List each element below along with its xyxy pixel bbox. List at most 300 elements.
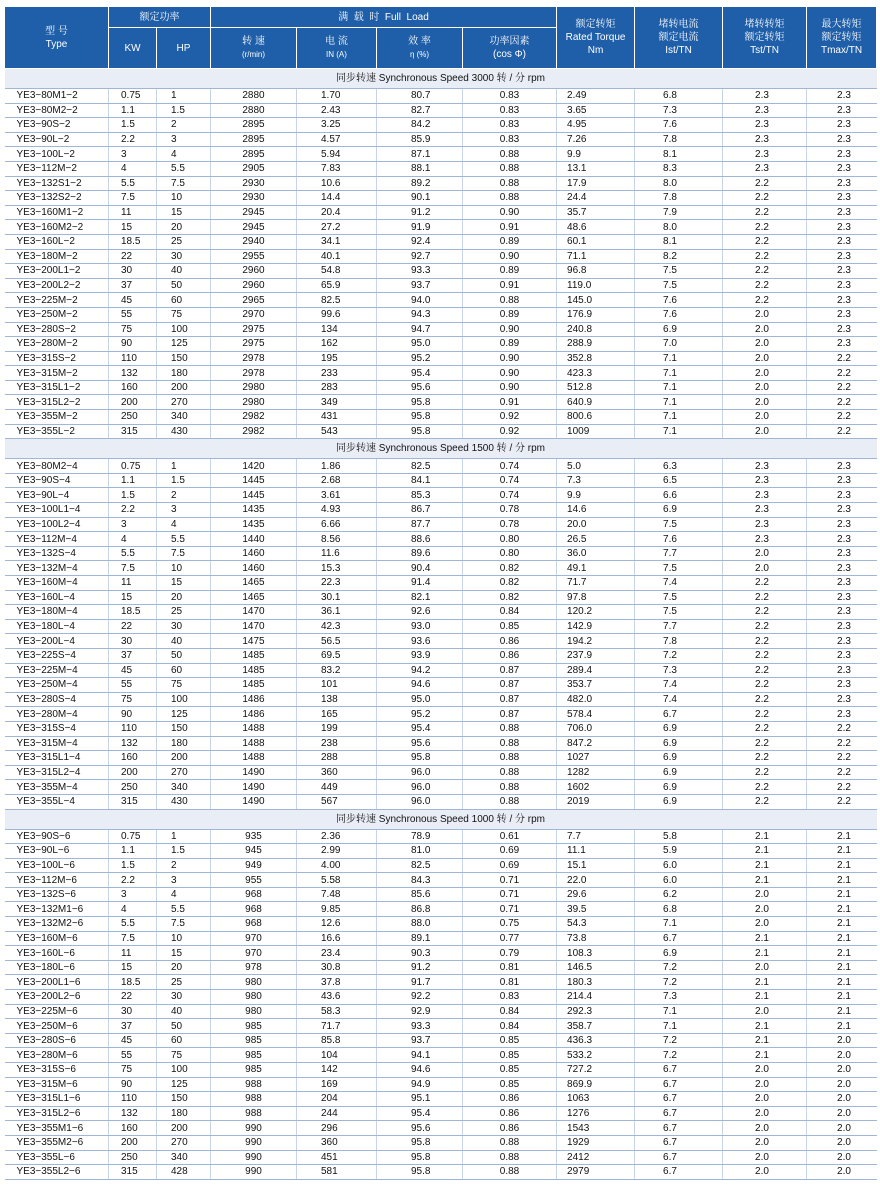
cell-model: YE3−132M1−6 [5,902,109,917]
cell-kw: 1.5 [109,488,157,503]
cell-speed: 980 [211,1004,297,1019]
cell-ist-ratio: 7.1 [635,380,723,395]
cell-current: 8.56 [297,532,377,547]
cell-power-factor: 0.80 [463,546,557,561]
cell-kw: 45 [109,293,157,308]
table-row [5,234,877,249]
table-row [5,794,877,809]
cell-power-factor: 0.77 [463,931,557,946]
cell-power-factor: 0.85 [463,1033,557,1048]
cell-power-factor: 0.90 [463,366,557,381]
cell-power-factor: 0.88 [463,147,557,162]
cell-kw: 30 [109,264,157,279]
cell-rated-torque: 49.1 [557,561,635,576]
cell-model: YE3−280S−6 [5,1033,109,1048]
cell-ist-ratio: 7.2 [635,648,723,663]
cell-ist-ratio: 7.8 [635,191,723,206]
cell-kw: 22 [109,249,157,264]
cell-kw: 160 [109,751,157,766]
cell-speed: 2970 [211,307,297,322]
cell-model: YE3−90L−4 [5,488,109,503]
cell-speed: 1488 [211,721,297,736]
cell-rated-torque: 29.6 [557,887,635,902]
table-row [5,707,877,722]
cell-tst-ratio: 2.3 [723,147,807,162]
cell-efficiency: 96.0 [377,780,463,795]
cell-rated-torque: 108.3 [557,946,635,961]
cell-current: 22.3 [297,576,377,591]
cell-efficiency: 94.7 [377,322,463,337]
cell-model: YE3−180L−6 [5,960,109,975]
cell-efficiency: 91.7 [377,975,463,990]
cell-speed: 1490 [211,794,297,809]
cell-tmax-ratio: 2.0 [807,1063,877,1078]
cell-hp: 5.5 [157,902,211,917]
cell-rated-torque: 142.9 [557,619,635,634]
cell-rated-torque: 727.2 [557,1063,635,1078]
cell-ist-ratio: 6.9 [635,751,723,766]
cell-speed: 985 [211,1019,297,1034]
table-row [5,132,877,147]
cell-speed: 1435 [211,503,297,518]
cell-rated-torque: 240.8 [557,322,635,337]
cell-power-factor: 0.89 [463,337,557,352]
cell-hp: 50 [157,278,211,293]
cell-efficiency: 94.6 [377,678,463,693]
cell-power-factor: 0.84 [463,1019,557,1034]
cell-hp: 50 [157,648,211,663]
cell-power-factor: 0.71 [463,873,557,888]
cell-power-factor: 0.88 [463,293,557,308]
cell-rated-torque: 2979 [557,1165,635,1180]
cell-model: YE3−132M2−6 [5,917,109,932]
cell-rated-torque: 4.95 [557,118,635,133]
cell-power-factor: 0.88 [463,161,557,176]
cell-tmax-ratio: 2.2 [807,736,877,751]
cell-ist-ratio: 7.5 [635,605,723,620]
cell-rated-torque: 706.0 [557,721,635,736]
cell-tmax-ratio: 2.1 [807,844,877,859]
cell-power-factor: 0.89 [463,264,557,279]
cell-speed: 980 [211,990,297,1005]
cell-power-factor: 0.88 [463,1150,557,1165]
cell-tmax-ratio: 2.2 [807,751,877,766]
cell-hp: 10 [157,931,211,946]
table-row [5,1033,877,1048]
cell-tmax-ratio: 2.3 [807,590,877,605]
cell-model: YE3−100L−6 [5,858,109,873]
cell-hp: 100 [157,1063,211,1078]
cell-tmax-ratio: 2.3 [807,648,877,663]
cell-speed: 1485 [211,678,297,693]
cell-current: 244 [297,1106,377,1121]
cell-model: YE3−315L1−2 [5,380,109,395]
cell-current: 199 [297,721,377,736]
cell-rated-torque: 120.2 [557,605,635,620]
cell-rated-torque: 800.6 [557,410,635,425]
motor-spec-sheet [4,6,876,1180]
table-row [5,293,877,308]
cell-hp: 340 [157,1150,211,1165]
cell-hp: 25 [157,234,211,249]
cell-hp: 150 [157,721,211,736]
cell-efficiency: 93.0 [377,619,463,634]
cell-speed: 2880 [211,103,297,118]
table-row [5,89,877,104]
cell-model: YE3−90S−4 [5,473,109,488]
cell-ist-ratio: 6.7 [635,1106,723,1121]
cell-hp: 3 [157,873,211,888]
cell-power-factor: 0.61 [463,829,557,844]
cell-model: YE3−315M−4 [5,736,109,751]
cell-rated-torque: 7.3 [557,473,635,488]
cell-rated-torque: 436.3 [557,1033,635,1048]
cell-ist-ratio: 6.5 [635,473,723,488]
cell-ist-ratio: 7.8 [635,132,723,147]
cell-power-factor: 0.86 [463,634,557,649]
table-row [5,503,877,518]
cell-current: 195 [297,351,377,366]
cell-hp: 30 [157,990,211,1005]
cell-model: YE3−280S−4 [5,692,109,707]
cell-model: YE3−355L2−6 [5,1165,109,1180]
cell-power-factor: 0.75 [463,917,557,932]
table-row [5,337,877,352]
cell-power-factor: 0.74 [463,488,557,503]
table-row [5,191,877,206]
cell-tst-ratio: 2.3 [723,532,807,547]
header-power-factor: 功率因素 (cos Φ) [463,28,557,69]
cell-tmax-ratio: 2.0 [807,1106,877,1121]
cell-tmax-ratio: 2.2 [807,395,877,410]
cell-current: 134 [297,322,377,337]
cell-efficiency: 94.1 [377,1048,463,1063]
cell-tmax-ratio: 2.3 [807,692,877,707]
cell-tmax-ratio: 2.3 [807,103,877,118]
cell-hp: 200 [157,1121,211,1136]
cell-tmax-ratio: 2.3 [807,532,877,547]
cell-model: YE3−112M−4 [5,532,109,547]
cell-kw: 3 [109,147,157,162]
cell-current: 82.5 [297,293,377,308]
cell-kw: 5.5 [109,917,157,932]
cell-model: YE3−355L−2 [5,424,109,439]
table-row [5,634,877,649]
cell-kw: 7.5 [109,191,157,206]
cell-rated-torque: 289.4 [557,663,635,678]
cell-power-factor: 0.87 [463,707,557,722]
cell-efficiency: 82.5 [377,858,463,873]
cell-tmax-ratio: 2.3 [807,619,877,634]
cell-tst-ratio: 2.1 [723,844,807,859]
cell-power-factor: 0.88 [463,751,557,766]
cell-hp: 1 [157,829,211,844]
cell-power-factor: 0.78 [463,503,557,518]
cell-power-factor: 0.69 [463,844,557,859]
cell-speed: 2880 [211,89,297,104]
cell-tst-ratio: 2.2 [723,605,807,620]
cell-speed: 1488 [211,751,297,766]
cell-rated-torque: 11.1 [557,844,635,859]
cell-tmax-ratio: 2.3 [807,634,877,649]
cell-rated-torque: 1027 [557,751,635,766]
cell-hp: 60 [157,1033,211,1048]
cell-tmax-ratio: 2.1 [807,960,877,975]
cell-efficiency: 84.2 [377,118,463,133]
cell-hp: 125 [157,337,211,352]
cell-efficiency: 95.8 [377,1165,463,1180]
cell-power-factor: 0.71 [463,887,557,902]
cell-speed: 2960 [211,278,297,293]
cell-ist-ratio: 6.8 [635,89,723,104]
cell-kw: 132 [109,366,157,381]
table-row [5,1150,877,1165]
table-row [5,721,877,736]
cell-hp: 125 [157,707,211,722]
cell-tst-ratio: 2.1 [723,1033,807,1048]
cell-ist-ratio: 6.7 [635,1121,723,1136]
cell-tst-ratio: 2.0 [723,410,807,425]
cell-current: 10.6 [297,176,377,191]
cell-tmax-ratio: 2.2 [807,366,877,381]
cell-ist-ratio: 6.9 [635,946,723,961]
cell-current: 40.1 [297,249,377,264]
table-row [5,459,877,474]
cell-speed: 1460 [211,561,297,576]
cell-rated-torque: 35.7 [557,205,635,220]
cell-model: YE3−160M1−2 [5,205,109,220]
cell-kw: 11 [109,576,157,591]
cell-speed: 2905 [211,161,297,176]
cell-hp: 125 [157,1077,211,1092]
cell-current: 34.1 [297,234,377,249]
cell-tmax-ratio: 2.3 [807,517,877,532]
cell-kw: 110 [109,351,157,366]
cell-model: YE3−315L2−6 [5,1106,109,1121]
cell-efficiency: 95.2 [377,707,463,722]
cell-model: YE3−112M−2 [5,161,109,176]
cell-model: YE3−355M−4 [5,780,109,795]
cell-current: 360 [297,1135,377,1150]
cell-current: 1.86 [297,459,377,474]
cell-hp: 15 [157,205,211,220]
cell-current: 101 [297,678,377,693]
cell-speed: 990 [211,1150,297,1165]
cell-power-factor: 0.90 [463,249,557,264]
cell-ist-ratio: 7.5 [635,517,723,532]
cell-kw: 0.75 [109,459,157,474]
cell-efficiency: 94.3 [377,307,463,322]
cell-efficiency: 95.2 [377,351,463,366]
cell-kw: 15 [109,960,157,975]
cell-kw: 2.2 [109,132,157,147]
cell-tst-ratio: 2.2 [723,619,807,634]
cell-rated-torque: 97.8 [557,590,635,605]
cell-kw: 1.1 [109,473,157,488]
cell-current: 3.25 [297,118,377,133]
cell-power-factor: 0.88 [463,794,557,809]
cell-tst-ratio: 2.2 [723,249,807,264]
cell-power-factor: 0.87 [463,692,557,707]
cell-speed: 2940 [211,234,297,249]
cell-tmax-ratio: 2.3 [807,264,877,279]
cell-tst-ratio: 2.2 [723,780,807,795]
cell-hp: 40 [157,1004,211,1019]
cell-tst-ratio: 2.3 [723,103,807,118]
cell-efficiency: 82.5 [377,459,463,474]
cell-ist-ratio: 5.9 [635,844,723,859]
cell-hp: 1.5 [157,844,211,859]
cell-tst-ratio: 2.2 [723,191,807,206]
table-row [5,1165,877,1180]
cell-power-factor: 0.82 [463,561,557,576]
cell-tst-ratio: 2.0 [723,1063,807,1078]
cell-ist-ratio: 6.9 [635,721,723,736]
cell-power-factor: 0.85 [463,1063,557,1078]
cell-current: 142 [297,1063,377,1078]
cell-model: YE3−90S−2 [5,118,109,133]
cell-tmax-ratio: 2.0 [807,1121,877,1136]
cell-tmax-ratio: 2.2 [807,794,877,809]
header-speed: 转 速 (r/min) [211,28,297,69]
table-row [5,517,877,532]
cell-power-factor: 0.84 [463,1004,557,1019]
cell-efficiency: 95.6 [377,380,463,395]
table-body [5,69,877,1180]
cell-power-factor: 0.89 [463,234,557,249]
header-current: 电 流 IN (A) [297,28,377,69]
cell-efficiency: 93.7 [377,278,463,293]
cell-rated-torque: 24.4 [557,191,635,206]
cell-speed: 2895 [211,118,297,133]
cell-rated-torque: 2.49 [557,89,635,104]
cell-power-factor: 0.90 [463,380,557,395]
cell-ist-ratio: 5.8 [635,829,723,844]
cell-efficiency: 91.2 [377,960,463,975]
cell-speed: 2978 [211,351,297,366]
cell-model: YE3−315S−6 [5,1063,109,1078]
cell-model: YE3−200L2−2 [5,278,109,293]
cell-ist-ratio: 7.2 [635,1048,723,1063]
cell-tmax-ratio: 2.3 [807,605,877,620]
table-row [5,931,877,946]
cell-tst-ratio: 2.2 [723,678,807,693]
cell-tst-ratio: 2.2 [723,590,807,605]
cell-rated-torque: 512.8 [557,380,635,395]
cell-efficiency: 95.0 [377,692,463,707]
cell-model: YE3−200L2−6 [5,990,109,1005]
cell-speed: 2930 [211,176,297,191]
cell-speed: 1465 [211,590,297,605]
cell-current: 99.6 [297,307,377,322]
cell-ist-ratio: 7.3 [635,663,723,678]
cell-current: 27.2 [297,220,377,235]
cell-tmax-ratio: 2.3 [807,707,877,722]
cell-model: YE3−160M2−2 [5,220,109,235]
cell-tmax-ratio: 2.1 [807,917,877,932]
cell-tmax-ratio: 2.1 [807,1004,877,1019]
table-row [5,1092,877,1107]
cell-current: 1.70 [297,89,377,104]
cell-kw: 250 [109,410,157,425]
cell-ist-ratio: 6.7 [635,1063,723,1078]
cell-tst-ratio: 2.2 [723,648,807,663]
cell-kw: 4 [109,161,157,176]
cell-tst-ratio: 2.0 [723,902,807,917]
cell-rated-torque: 578.4 [557,707,635,722]
cell-ist-ratio: 7.3 [635,103,723,118]
cell-tst-ratio: 2.0 [723,546,807,561]
cell-kw: 15 [109,590,157,605]
cell-model: YE3−315M−6 [5,1077,109,1092]
cell-current: 581 [297,1165,377,1180]
table-row [5,1135,877,1150]
cell-efficiency: 93.3 [377,1019,463,1034]
cell-tmax-ratio: 2.2 [807,351,877,366]
cell-tst-ratio: 2.0 [723,322,807,337]
cell-tst-ratio: 2.0 [723,1121,807,1136]
cell-speed: 1460 [211,546,297,561]
cell-ist-ratio: 7.7 [635,619,723,634]
cell-current: 162 [297,337,377,352]
cell-current: 37.8 [297,975,377,990]
cell-power-factor: 0.79 [463,946,557,961]
cell-kw: 2.2 [109,873,157,888]
cell-current: 169 [297,1077,377,1092]
cell-speed: 2895 [211,147,297,162]
cell-tmax-ratio: 2.3 [807,307,877,322]
cell-hp: 100 [157,322,211,337]
cell-power-factor: 0.80 [463,532,557,547]
cell-kw: 315 [109,794,157,809]
cell-power-factor: 0.86 [463,1106,557,1121]
cell-power-factor: 0.87 [463,663,557,678]
cell-tmax-ratio: 2.1 [807,858,877,873]
cell-rated-torque: 1929 [557,1135,635,1150]
cell-hp: 5.5 [157,532,211,547]
cell-tmax-ratio: 2.1 [807,829,877,844]
table-row [5,1077,877,1092]
cell-ist-ratio: 7.1 [635,1019,723,1034]
cell-rated-torque: 7.7 [557,829,635,844]
cell-tmax-ratio: 2.1 [807,1019,877,1034]
cell-tmax-ratio: 2.3 [807,89,877,104]
cell-ist-ratio: 7.1 [635,366,723,381]
cell-model: YE3−280M−6 [5,1048,109,1063]
cell-current: 58.3 [297,1004,377,1019]
cell-tst-ratio: 2.1 [723,829,807,844]
cell-hp: 10 [157,191,211,206]
cell-efficiency: 95.8 [377,751,463,766]
cell-hp: 25 [157,605,211,620]
cell-current: 2.43 [297,103,377,118]
cell-tst-ratio: 2.2 [723,264,807,279]
cell-efficiency: 95.8 [377,424,463,439]
cell-current: 14.4 [297,191,377,206]
cell-efficiency: 93.7 [377,1033,463,1048]
cell-rated-torque: 176.9 [557,307,635,322]
cell-rated-torque: 288.9 [557,337,635,352]
cell-tst-ratio: 2.3 [723,89,807,104]
cell-efficiency: 85.3 [377,488,463,503]
cell-rated-torque: 237.9 [557,648,635,663]
cell-rated-torque: 1282 [557,765,635,780]
cell-ist-ratio: 6.6 [635,488,723,503]
cell-rated-torque: 1602 [557,780,635,795]
cell-hp: 1.5 [157,103,211,118]
cell-power-factor: 0.86 [463,1121,557,1136]
cell-tst-ratio: 2.2 [723,293,807,308]
